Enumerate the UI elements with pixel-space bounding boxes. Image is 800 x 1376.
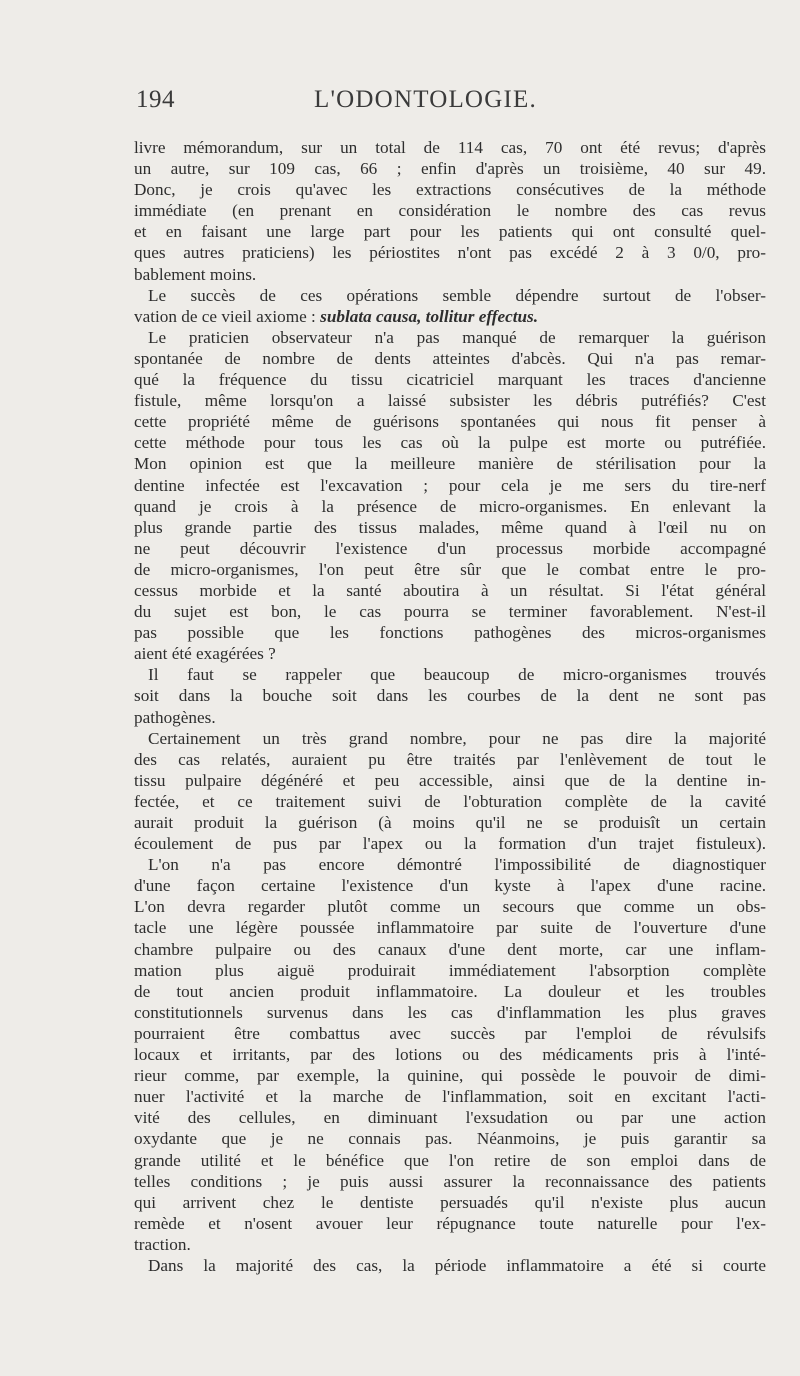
text-line: tissu pulpaire dégénéré et peu accessible, ainsi que de la dentine in- — [134, 770, 766, 790]
text-line: telles conditions ; je puis aussi assurer la reconnaissance des patients — [134, 1171, 766, 1191]
text-line: de tout ancien produit inflammatoire. La douleur et les troubles — [134, 981, 766, 1001]
text-line: dentine infectée est l'excavation ; pour cela je me sers du tire-nerf — [134, 475, 766, 495]
text-line: qué la fréquence du tissu cicatriciel marquant les traces d'ancienne — [134, 370, 766, 390]
text-line: rieur comme, par exemple, la quinine, qui possède le pouvoir de dimi- — [134, 1066, 766, 1086]
text-line: de micro-organismes, l'on peut être sûr que le combat entre le pro- — [134, 559, 766, 579]
text-line: tacle une légère poussée inflammatoire par suite de l'ouverture d'une — [134, 918, 766, 938]
text-line: Mon opinion est que la meilleure manière de stérilisation pour la — [134, 454, 766, 474]
body-text — [134, 137, 766, 1276]
running-title: L'ODONTOLOGIE. — [314, 86, 537, 113]
text-line: grande utilité et le bénéfice que l'on retire de son emploi dans de — [134, 1150, 766, 1170]
page-header — [136, 86, 766, 120]
text-line: Le praticien observateur n'a pas manqué de remarquer la guérison — [148, 327, 766, 347]
text-line: constitutionnels survenus dans les cas d'inflammation les plus graves — [134, 1002, 766, 1022]
text-line: ne peut découvrir l'existence d'un processus morbide accompagné — [134, 538, 766, 558]
text-line: immédiate (en prenant en considération le nombre des cas revus — [134, 201, 766, 221]
text-line: qui arrivent chez le dentiste persuadés qu'il n'existe plus aucun — [134, 1192, 766, 1212]
text-line: et en faisant une large part pour les patients qui ont consulté quel- — [134, 222, 766, 242]
text-line: vation de ce vieil axiome : sublata causa, tollitur effectus. — [134, 306, 539, 326]
text-line: Donc, je crois qu'avec les extractions consécutives de la méthode — [134, 180, 766, 200]
text-line: pathogènes. — [134, 707, 216, 727]
text-line: mation plus aiguë produirait immédiatement l'absorption complète — [134, 960, 766, 980]
text-line: cessus morbide et la santé aboutira à un résultat. Si l'état général — [134, 580, 766, 600]
text-line: cette méthode pour tous les cas où la pulpe est morte ou putréfiée. — [134, 433, 766, 453]
text-line: un autre, sur 109 cas, 66 ; enfin d'après un troisième, 40 sur 49. — [134, 159, 766, 179]
text-line: aurait produit la guérison (à moins qu'il ne se produisît un certain — [134, 813, 766, 832]
text-line: Il faut se rappeler que beaucoup de micro-organismes trouvés — [148, 665, 766, 685]
text-line: quand je crois à la présence de micro-organismes. En enlevant la — [134, 496, 766, 516]
text-line: livre mémorandum, sur un total de 114 cas, 70 ont été revus; d'après — [134, 138, 766, 157]
text-line: fistule, même lorsqu'on a laissé subsister les débris putréfiés? C'est — [134, 391, 766, 411]
text-line: cette propriété même de guérisons spontanées qui nous fit penser à — [134, 412, 766, 432]
text-line: traction. — [134, 1234, 191, 1254]
text-line: soit dans la bouche soit dans les courbes de la dent ne sont pas — [134, 686, 766, 706]
text-line: nuer l'activité et la marche de l'inflammation, soit en excitant l'acti- — [134, 1087, 766, 1107]
text-line: remède et n'osent avouer leur répugnance toute naturelle pour l'ex- — [134, 1213, 766, 1233]
text-line: L'on devra regarder plutôt comme un secours que comme un obs- — [134, 897, 766, 917]
text-line: d'une façon certaine l'existence d'un kyste à l'apex d'une racine. — [134, 876, 766, 896]
text-line: écoulement de pus par l'apex ou la formation d'un trajet fistuleux). — [134, 834, 766, 854]
text-line: bablement moins. — [134, 264, 257, 284]
text-line: L'on n'a pas encore démontré l'impossibilité de diagnostiquer — [148, 855, 766, 875]
text-line: plus grande partie des tissus malades, même quand à l'œil nu on — [134, 517, 766, 537]
text-line: Certainement un très grand nombre, pour ne pas dire la majorité — [148, 728, 766, 748]
text-line: locaux et irritants, par des lotions ou des médicaments pris à l'inté- — [134, 1045, 766, 1065]
text-line: ques autres praticiens) les périostites n'ont pas excédé 2 à 3 0/0, pro- — [134, 243, 766, 263]
text-line: pas possible que les fonctions pathogènes des micros-organismes — [134, 623, 766, 643]
text-line: fectée, et ce traitement suivi de l'obturation complète de la cavité — [134, 791, 766, 811]
text-line: du sujet est bon, le cas pourra se terminer favorablement. N'est-il — [134, 602, 766, 622]
text-line: vité des cellules, en diminuant l'exsudation ou par une action — [134, 1108, 766, 1128]
text-line: pourraient être combattus avec succès par l'emploi de révulsifs — [134, 1023, 766, 1043]
text-line: aient été exagérées ? — [134, 644, 276, 664]
text-line: spontanée de nombre de dents atteintes d'abcès. Qui n'a pas remar- — [134, 348, 766, 368]
text-line: chambre pulpaire ou des canaux d'une dent morte, car une inflam- — [134, 939, 766, 959]
text-line: Le succès de ces opérations semble dépendre surtout de l'obser- — [148, 285, 766, 305]
text-line: oxydante que je ne connais pas. Néanmoins, je puis garantir sa — [134, 1129, 766, 1149]
text-line: des cas relatés, auraient pu être traités par l'enlèvement de tout le — [134, 749, 766, 769]
page-number: 194 — [136, 86, 175, 113]
text-line: Dans la majorité des cas, la période inflammatoire a été si courte — [148, 1255, 766, 1275]
latin-maxim: sublata causa, tollitur effectus. — [320, 306, 539, 326]
